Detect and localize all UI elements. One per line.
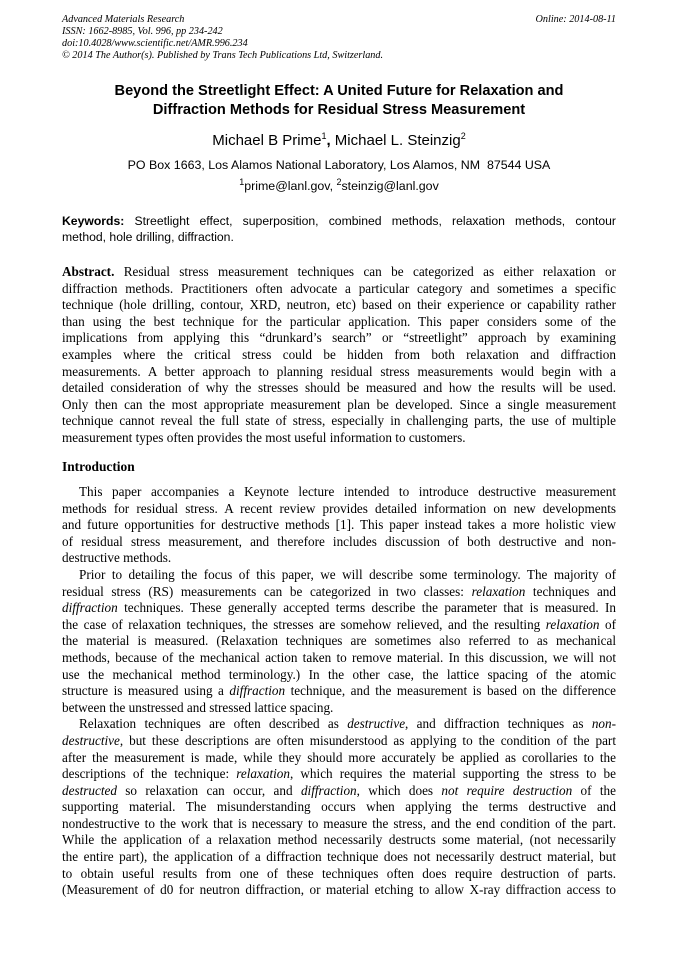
title-line-2: Diffraction Methods for Residual Stress Measurement [152,102,526,118]
intro-p2-line [62,617,616,634]
emphasis: not require destruction [441,782,573,798]
intro-p3-line: While the application of a relaxation method necessarily destructs some material, (not necessarily [62,832,616,848]
email-1-superscript: 1 [239,176,245,187]
journal-name: Advanced Materials Research [62,14,185,25]
emphasis: non- [591,716,616,732]
text-run: of the [572,782,616,798]
paper-title [62,82,616,120]
abstract-line: implications from applying this “drunkard’s search” or “streetlight” approach by examining [62,330,616,346]
intro-p3-line: the entire part), the application of a diffraction technique does not necessarily destruct material, but [62,849,616,865]
intro-p2-line: methods, because of the mechanical action taken to remove material. In this discussion, we will not [62,649,616,665]
journal-header [62,14,616,62]
abstract-line: measurements. A better approach to planning residual stress measurements would begin with a [62,363,616,379]
emphasis: diffraction [229,683,286,699]
doi-line: doi:10.4028/www.scientific.net/AMR.996.234 [62,38,248,49]
intro-p3-line [62,783,616,800]
text-run: residual stress (RS) measurements can be categorized in two classes: [62,583,472,599]
emphasis: relaxation [236,766,290,782]
author-list [62,132,616,150]
text-run: Relaxation techniques are often described as [79,716,348,732]
author-emails [62,176,616,194]
keywords-text-1: Streetlight effect, superposition, combined methods, relaxation methods, contour [124,214,616,228]
abstract-line: than using the best technique for the particular application. This paper considers some of the [62,313,616,329]
emphasis: diffraction [300,782,357,798]
intro-p2-line [62,600,616,617]
issn-line: ISSN: 1662-8985, Vol. 996, pp 234-242 [62,26,223,37]
abstract-line: examples where the critical stress could be hidden from both relaxation and diffraction [62,346,616,362]
intro-p2-line [62,683,616,700]
text-run: techniques and [525,583,616,599]
keywords-line-1 [62,213,616,229]
emphasis: diffraction [62,600,118,616]
keywords-label: Keywords: [62,214,125,228]
keywords-line-2: method, hole drilling, diffraction. [62,230,234,244]
affiliation: PO Box 1663, Los Alamos National Laboratory, Los Alamos, NM 87544 USA [127,158,551,172]
keywords-section [62,213,616,245]
intro-p2-line: use the mechanical method terminology.) In the other case, the lattice spacing of the atomic [62,666,616,682]
intro-p3-line: (Measurement of d0 for neutron diffraction, or material etching to allow X-ray diffraction access to [62,882,616,898]
text-run: descriptions of the technique: [62,766,237,782]
author-1: Michael B Prime [212,132,322,149]
intro-p2-line: Prior to detailing the focus of this paper, we will describe some terminology. The majority of [79,566,616,582]
text-run: of [599,616,616,632]
abstract-line: detailed consideration of why the stresses should be measured and how the results will be used. [62,380,616,396]
intro-p1-line: This paper accompanies a Keynote lecture intended to introduce destructive measurement [79,484,616,499]
abstract-line: Only then can the most appropriate measurement plan be developed. Since a single measurement [62,396,616,412]
intro-p1-line: and future opportunities for destructive methods [1]. This paper instead takes a more holistic view [62,517,616,533]
intro-p3-line [62,733,616,750]
abstract-section [62,264,616,447]
text-run: structure is measured using a [62,683,230,699]
email-2-superscript: 2 [336,176,342,187]
introduction-section [62,484,616,899]
abstract-line: diffraction methods. Practitioners often advocate a particular category and sometimes a specific [62,280,616,296]
abstract-text: Residual stress measurement techniques can be categorized as either relaxation or [114,264,616,279]
emphasis: relaxation [471,583,526,599]
emphasis: destructive [62,732,120,748]
intro-p3-line: nondestructive to the work that is necessary to measure the stress, and the end condition of the part. [62,815,616,831]
author-1-superscript: 1 [321,131,327,141]
intro-p1-line: of residual stress measurement, and therefore includes discussion of both destructive and non- [62,533,616,549]
abstract-line: technique cannot reveal the full state of stress, especially in challenging parts, the use of multiple [62,413,616,429]
intro-p1-line: methods for residual stress. A recent review provides detailed information on new developments [62,500,616,516]
abstract-line: technique (hole drilling, contour, XRD, neutron, etc) based on their experience or capability rather [62,297,616,313]
author-2-superscript: 2 [460,131,466,141]
text-run: , which requires the material supporting the stress to be [289,766,616,782]
author-2: Michael L. Steinzig [330,132,461,149]
text-run: , and diffraction techniques as [405,716,592,732]
intro-p3-line: after the measurement is made, while they should more accurately be applied as corollaries to the [62,749,616,765]
author-separator: , [326,132,331,149]
copyright-line: © 2014 The Author(s). Published by Trans Tech Publications Ltd, Switzerland. [62,50,384,61]
introduction-heading: Introduction [62,459,135,474]
online-date: Online: 2014-08-11 [535,14,616,25]
abstract-label: Abstract. [62,264,115,279]
intro-p3-line [62,716,616,733]
text-run: technique, and the measurement is based on the difference [285,683,616,699]
text-run: techniques. These generally accepted terms describe the parameter that is measured. In [117,600,616,616]
abstract-line: measurement types often provides the most useful information to customers. [62,429,466,445]
email-1: prime@lanl.gov, [244,179,337,193]
intro-p2-line: the material is measured. (Relaxation techniques are sometimes also referred to as mechanical [62,633,616,649]
text-run: so relaxation can occur, and [116,782,301,798]
text-run: , which does [356,782,442,798]
intro-p3-line [62,766,616,783]
text-run: , but these descriptions are often misunderstood as applying to the condition of the part [119,732,616,748]
title-line-1: Beyond the Streetlight Effect: A United Future for Relaxation and [114,83,564,99]
abstract-line [62,264,616,281]
emphasis: destructive [347,716,406,732]
email-2: steinzig@lanl.gov [341,179,439,193]
intro-p2-line: between the unstressed and stressed lattice spacing. [62,699,334,715]
text-run: the case of relaxation techniques, the stresses are somehow relieved, and the resulting [62,616,546,632]
intro-p2-line [62,584,616,601]
emphasis: destructed [62,782,117,798]
intro-p1-line: destructive methods. [62,550,172,566]
emphasis: relaxation [545,616,600,632]
intro-p3-line: to obtain useful results from one of these techniques often does require destruction of parts. [62,865,616,881]
intro-p3-line: supporting material. The misunderstanding occurs when applying the terms destructive and [62,799,616,815]
